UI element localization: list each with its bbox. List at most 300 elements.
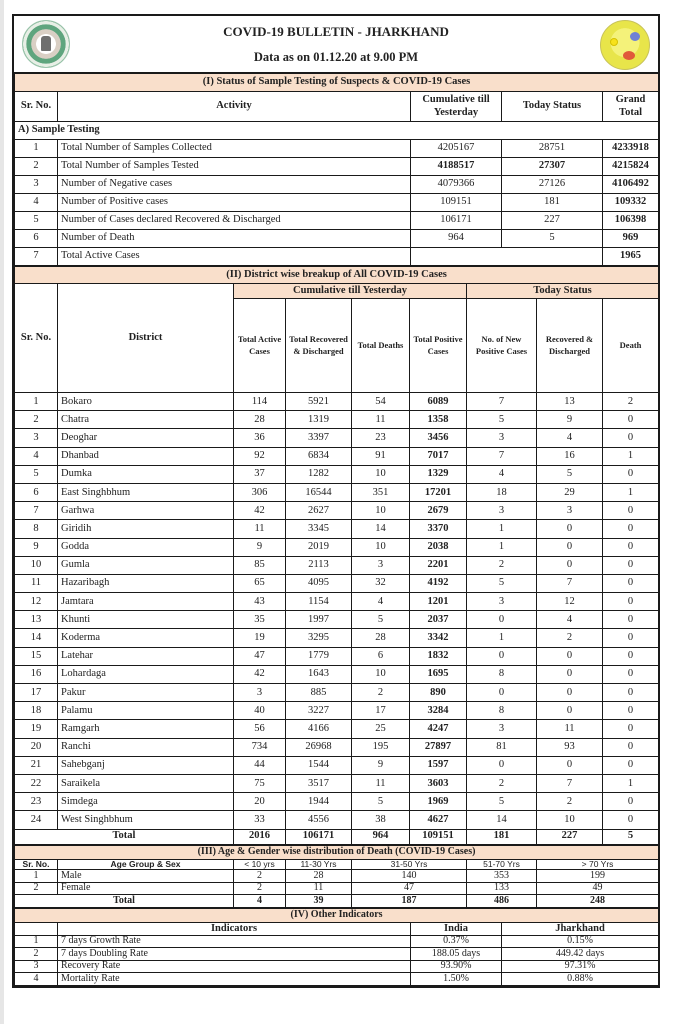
today-recovered: 4 xyxy=(537,429,603,447)
today-death: 0 xyxy=(603,720,659,738)
sr-no: 4 xyxy=(15,194,58,212)
sr-no: 7 xyxy=(15,248,58,266)
total-active: 2016 xyxy=(234,829,286,844)
sr-no: 21 xyxy=(15,756,58,774)
activity: Total Number of Samples Collected xyxy=(58,140,411,158)
district-row xyxy=(15,593,659,611)
total-deaths: 25 xyxy=(352,720,410,738)
section-2-band: (II) District wise breakup of All COVID-19 Cases xyxy=(15,267,659,284)
today-value: 28751 xyxy=(502,140,603,158)
sr-no: 2 xyxy=(15,158,58,176)
district-name: Saraikela xyxy=(58,774,234,792)
sr-no: 6 xyxy=(15,483,58,501)
total-active: 56 xyxy=(234,720,286,738)
today-recovered: 11 xyxy=(537,720,603,738)
india-value: 1.50% xyxy=(411,973,502,986)
today-recovered: 0 xyxy=(537,556,603,574)
today-death: 2 xyxy=(603,393,659,411)
today-recovered: 29 xyxy=(537,483,603,501)
district-name: Lohardaga xyxy=(58,665,234,683)
indicator-name: Mortality Rate xyxy=(58,973,411,986)
today-recovered: 7 xyxy=(537,774,603,792)
grand-total-value: 969 xyxy=(603,230,659,248)
col-cumulative: Cumulative till Yesterday xyxy=(411,92,502,122)
over-70: 49 xyxy=(537,882,659,895)
district-row xyxy=(15,411,659,429)
activity: Total Number of Samples Tested xyxy=(58,158,411,176)
total-deaths: 32 xyxy=(352,574,410,592)
total-active: 47 xyxy=(234,647,286,665)
activity: Number of Positive cases xyxy=(58,194,411,212)
col-total-recovered: Total Recovered & Discharged xyxy=(286,299,352,393)
age-gender-row xyxy=(15,870,659,883)
total-deaths: 54 xyxy=(352,393,410,411)
today-recovered: 5 xyxy=(537,465,603,483)
district-name: Dhanbad xyxy=(58,447,234,465)
total-deaths: 6 xyxy=(352,647,410,665)
today-death: 1 xyxy=(603,447,659,465)
district-name: Latehar xyxy=(58,647,234,665)
district-row xyxy=(15,429,659,447)
col-under-10: < 10 yrs xyxy=(234,859,286,870)
new-positive: 81 xyxy=(467,738,537,756)
group-label: A) Sample Testing xyxy=(15,122,659,140)
india-value: 93.90% xyxy=(411,960,502,973)
grand-total-value: 4106492 xyxy=(603,176,659,194)
cumulative-value: 4188517 xyxy=(411,158,502,176)
total-under-10: 4 xyxy=(234,895,286,908)
total-recovered: 4166 xyxy=(286,720,352,738)
sr-no: 14 xyxy=(15,629,58,647)
new-positive: 0 xyxy=(467,611,537,629)
today-recovered: 0 xyxy=(537,684,603,702)
total-deaths: 5 xyxy=(352,793,410,811)
sr-no: 16 xyxy=(15,665,58,683)
district-row xyxy=(15,665,659,683)
col-age-group-sex: Age Group & Sex xyxy=(58,859,234,870)
total-deaths: 38 xyxy=(352,811,410,829)
today-recovered: 0 xyxy=(537,756,603,774)
total-deaths: 10 xyxy=(352,502,410,520)
col-activity: Activity xyxy=(58,92,411,122)
total-positive: 3603 xyxy=(410,774,467,792)
testing-row xyxy=(15,140,659,158)
new-positive: 7 xyxy=(467,447,537,465)
sr-no: 7 xyxy=(15,502,58,520)
total-recovered: 885 xyxy=(286,684,352,702)
today-death: 0 xyxy=(603,665,659,683)
total-active: 20 xyxy=(234,793,286,811)
today-death: 0 xyxy=(603,738,659,756)
group-cumulative: Cumulative till Yesterday xyxy=(234,284,467,299)
new-positive: 5 xyxy=(467,411,537,429)
new-positive: 0 xyxy=(467,684,537,702)
today-death: 0 xyxy=(603,684,659,702)
today-recovered: 0 xyxy=(537,665,603,683)
today-recovered: 9 xyxy=(537,411,603,429)
district-name: West Singhbhum xyxy=(58,811,234,829)
sr-no: 12 xyxy=(15,593,58,611)
sr-no: 15 xyxy=(15,647,58,665)
col-indicators: Indicators xyxy=(58,922,411,935)
total-positive: 6089 xyxy=(410,393,467,411)
sr-no: 1 xyxy=(15,935,58,948)
section-3-band: (III) Age & Gender wise distribution of Death (COVID-19 Cases) xyxy=(15,845,659,859)
testing-row xyxy=(15,248,659,266)
today-death: 0 xyxy=(603,520,659,538)
district-row xyxy=(15,811,659,829)
total-deaths: 9 xyxy=(352,756,410,774)
today-death: 0 xyxy=(603,502,659,520)
district-name: Godda xyxy=(58,538,234,556)
district-row xyxy=(15,574,659,592)
total-positive: 1329 xyxy=(410,465,467,483)
sr-no: 6 xyxy=(15,230,58,248)
today-death: 0 xyxy=(603,538,659,556)
sex: Male xyxy=(58,870,234,883)
today-recovered: 3 xyxy=(537,502,603,520)
grand-total-value: 1965 xyxy=(603,248,659,266)
total-active: 114 xyxy=(234,393,286,411)
sex: Female xyxy=(58,882,234,895)
district-name: Palamu xyxy=(58,702,234,720)
total-active: 43 xyxy=(234,593,286,611)
grand-total-value: 106398 xyxy=(603,212,659,230)
section-4-band: (IV) Other Indicators xyxy=(15,908,659,922)
district-name: Bokaro xyxy=(58,393,234,411)
sr-no: 10 xyxy=(15,556,58,574)
cumulative-empty xyxy=(411,248,603,266)
district-name: Sahebganj xyxy=(58,756,234,774)
district-row xyxy=(15,611,659,629)
total-deaths: 2 xyxy=(352,684,410,702)
total-active: 42 xyxy=(234,502,286,520)
total-active: 3 xyxy=(234,684,286,702)
testing-row xyxy=(15,176,659,194)
over-70: 199 xyxy=(537,870,659,883)
under-10: 2 xyxy=(234,870,286,883)
new-positive: 7 xyxy=(467,393,537,411)
total-recovered: 2019 xyxy=(286,538,352,556)
district-row xyxy=(15,556,659,574)
grand-total-value: 4233918 xyxy=(603,140,659,158)
indicator-name: 7 days Doubling Rate xyxy=(58,948,411,961)
total-deaths: 4 xyxy=(352,593,410,611)
sr-no: 17 xyxy=(15,684,58,702)
total-positive: 1969 xyxy=(410,793,467,811)
today-death: 0 xyxy=(603,556,659,574)
today-recovered: 16 xyxy=(537,447,603,465)
col-total-deaths: Total Deaths xyxy=(352,299,410,393)
sr-no: 2 xyxy=(15,882,58,895)
district-table xyxy=(14,266,659,845)
group-today: Today Status xyxy=(467,284,659,299)
total-deaths: 10 xyxy=(352,465,410,483)
total-positive: 3456 xyxy=(410,429,467,447)
new-positive: 0 xyxy=(467,647,537,665)
sr-no: 1 xyxy=(15,870,58,883)
total-recovered: 4095 xyxy=(286,574,352,592)
health-dept-logo-icon xyxy=(600,20,650,70)
sr-no: 5 xyxy=(15,212,58,230)
age-11-30: 28 xyxy=(286,870,352,883)
bulletin-header xyxy=(14,16,658,73)
today-death: 0 xyxy=(603,429,659,447)
testing-row xyxy=(15,158,659,176)
total-active: 734 xyxy=(234,738,286,756)
sr-no: 1 xyxy=(15,393,58,411)
today-value: 227 xyxy=(502,212,603,230)
total-recovered: 1282 xyxy=(286,465,352,483)
total-recovered: 3295 xyxy=(286,629,352,647)
cumulative-value: 964 xyxy=(411,230,502,248)
total-recovered: 6834 xyxy=(286,447,352,465)
bulletin-title: COVID-19 BULLETIN - JHARKHAND xyxy=(223,24,449,39)
today-value: 27126 xyxy=(502,176,603,194)
other-indicators-table xyxy=(14,908,659,986)
total-positive: 4247 xyxy=(410,720,467,738)
total-positive: 1832 xyxy=(410,647,467,665)
col-district: District xyxy=(58,284,234,393)
total-positive: 109151 xyxy=(410,829,467,844)
total-recovered: 106171 xyxy=(286,829,352,844)
today-death: 0 xyxy=(603,756,659,774)
total-positive: 3370 xyxy=(410,520,467,538)
indicator-row xyxy=(15,935,659,948)
total-active: 37 xyxy=(234,465,286,483)
indicator-name: 7 days Growth Rate xyxy=(58,935,411,948)
total-active: 9 xyxy=(234,538,286,556)
total-recovered: 2113 xyxy=(286,556,352,574)
district-name: East Singhbhum xyxy=(58,483,234,501)
new-positive: 5 xyxy=(467,793,537,811)
today-death: 0 xyxy=(603,702,659,720)
cumulative-value: 4205167 xyxy=(411,140,502,158)
total-active: 44 xyxy=(234,756,286,774)
col-today: Today Status xyxy=(502,92,603,122)
cumulative-value: 109151 xyxy=(411,194,502,212)
col-sr-no: Sr. No. xyxy=(15,859,58,870)
today-death: 0 xyxy=(603,647,659,665)
total-positive: 1358 xyxy=(410,411,467,429)
new-positive: 8 xyxy=(467,665,537,683)
total-positive: 1695 xyxy=(410,665,467,683)
total-positive: 27897 xyxy=(410,738,467,756)
age-31-50: 140 xyxy=(352,870,467,883)
sr-no: 9 xyxy=(15,538,58,556)
total-positive: 4192 xyxy=(410,574,467,592)
cumulative-value: 106171 xyxy=(411,212,502,230)
total-active: 75 xyxy=(234,774,286,792)
total-new-positive: 181 xyxy=(467,829,537,844)
indicator-row xyxy=(15,948,659,961)
today-recovered: 0 xyxy=(537,647,603,665)
today-value: 5 xyxy=(502,230,603,248)
district-name: Jamtara xyxy=(58,593,234,611)
testing-row xyxy=(15,212,659,230)
activity: Number of Death xyxy=(58,230,411,248)
grand-total-value: 109332 xyxy=(603,194,659,212)
today-death: 0 xyxy=(603,574,659,592)
total-positive: 1597 xyxy=(410,756,467,774)
district-name: Deoghar xyxy=(58,429,234,447)
total-recovered: 1643 xyxy=(286,665,352,683)
sr-no: 23 xyxy=(15,793,58,811)
total-deaths: 195 xyxy=(352,738,410,756)
sr-no: 24 xyxy=(15,811,58,829)
today-recovered: 12 xyxy=(537,593,603,611)
today-recovered: 2 xyxy=(537,793,603,811)
col-today-death: Death xyxy=(603,299,659,393)
age-51-70: 133 xyxy=(467,882,537,895)
today-recovered: 0 xyxy=(537,702,603,720)
district-row xyxy=(15,538,659,556)
district-row xyxy=(15,738,659,756)
jharkhand-value: 0.88% xyxy=(502,973,659,986)
age-31-50: 47 xyxy=(352,882,467,895)
today-death: 1 xyxy=(603,774,659,792)
india-value: 0.37% xyxy=(411,935,502,948)
district-name: Giridih xyxy=(58,520,234,538)
sample-testing-table xyxy=(14,73,659,266)
age-total-row xyxy=(15,895,659,908)
col-sr-no xyxy=(15,922,58,935)
new-positive: 1 xyxy=(467,520,537,538)
district-row xyxy=(15,502,659,520)
col-31-50: 31-50 Yrs xyxy=(352,859,467,870)
district-name: Hazaribagh xyxy=(58,574,234,592)
total-deaths: 14 xyxy=(352,520,410,538)
col-sr-no: Sr. No. xyxy=(15,92,58,122)
total-positive: 890 xyxy=(410,684,467,702)
today-recovered: 7 xyxy=(537,574,603,592)
sr-no: 20 xyxy=(15,738,58,756)
total-deaths: 23 xyxy=(352,429,410,447)
new-positive: 5 xyxy=(467,574,537,592)
new-positive: 14 xyxy=(467,811,537,829)
col-today-recovered: Recovered & Discharged xyxy=(537,299,603,393)
total-recovered: 16544 xyxy=(286,483,352,501)
total-recovered: 2627 xyxy=(286,502,352,520)
total-positive: 2679 xyxy=(410,502,467,520)
under-10: 2 xyxy=(234,882,286,895)
total-recovered: 1997 xyxy=(286,611,352,629)
sr-no: 3 xyxy=(15,176,58,194)
new-positive: 3 xyxy=(467,502,537,520)
cumulative-value: 4079366 xyxy=(411,176,502,194)
total-active: 35 xyxy=(234,611,286,629)
testing-row xyxy=(15,230,659,248)
today-recovered: 4 xyxy=(537,611,603,629)
col-sr-no: Sr. No. xyxy=(15,284,58,393)
total-positive: 2201 xyxy=(410,556,467,574)
district-row xyxy=(15,465,659,483)
total-deaths: 351 xyxy=(352,483,410,501)
sr-no: 3 xyxy=(15,960,58,973)
today-death: 0 xyxy=(603,611,659,629)
new-positive: 3 xyxy=(467,720,537,738)
new-positive: 8 xyxy=(467,702,537,720)
sr-no: 4 xyxy=(15,447,58,465)
district-row xyxy=(15,756,659,774)
total-recovered: 1544 xyxy=(286,756,352,774)
district-name: Dumka xyxy=(58,465,234,483)
age-11-30: 11 xyxy=(286,882,352,895)
today-death: 0 xyxy=(603,811,659,829)
today-death: 1 xyxy=(603,483,659,501)
total-deaths: 3 xyxy=(352,556,410,574)
india-value: 188.05 days xyxy=(411,948,502,961)
total-positive: 3284 xyxy=(410,702,467,720)
total-today-death: 5 xyxy=(603,829,659,844)
col-total-active: Total Active Cases xyxy=(234,299,286,393)
total-recovered: 1944 xyxy=(286,793,352,811)
grand-total-value: 4215824 xyxy=(603,158,659,176)
today-recovered: 0 xyxy=(537,538,603,556)
district-name: Gumla xyxy=(58,556,234,574)
activity: Number of Negative cases xyxy=(58,176,411,194)
district-row xyxy=(15,447,659,465)
total-over-70: 248 xyxy=(537,895,659,908)
total-deaths: 10 xyxy=(352,665,410,683)
total-active: 42 xyxy=(234,665,286,683)
jharkhand-value: 97.31% xyxy=(502,960,659,973)
col-new-positive: No. of New Positive Cases xyxy=(467,299,537,393)
total-active: 40 xyxy=(234,702,286,720)
jharkhand-value: 0.15% xyxy=(502,935,659,948)
today-recovered: 0 xyxy=(537,520,603,538)
total-positive: 17201 xyxy=(410,483,467,501)
today-value: 181 xyxy=(502,194,603,212)
new-positive: 18 xyxy=(467,483,537,501)
district-name: Simdega xyxy=(58,793,234,811)
col-over-70: > 70 Yrs xyxy=(537,859,659,870)
activity: Number of Cases declared Recovered & Discharged xyxy=(58,212,411,230)
total-positive: 2038 xyxy=(410,538,467,556)
total-recovered: 1154 xyxy=(286,593,352,611)
total-deaths: 91 xyxy=(352,447,410,465)
district-total-row xyxy=(15,829,659,844)
total-recovered: 5921 xyxy=(286,393,352,411)
total-deaths: 5 xyxy=(352,611,410,629)
total-deaths: 28 xyxy=(352,629,410,647)
total-positive: 3342 xyxy=(410,629,467,647)
jharkhand-value: 449.42 days xyxy=(502,948,659,961)
today-recovered: 93 xyxy=(537,738,603,756)
age-51-70: 353 xyxy=(467,870,537,883)
total-active: 306 xyxy=(234,483,286,501)
district-name: Khunti xyxy=(58,611,234,629)
district-name: Pakur xyxy=(58,684,234,702)
total-deaths: 964 xyxy=(352,829,410,844)
district-row xyxy=(15,684,659,702)
activity: Total Active Cases xyxy=(58,248,411,266)
total-deaths: 11 xyxy=(352,411,410,429)
district-row xyxy=(15,702,659,720)
age-gender-row xyxy=(15,882,659,895)
new-positive: 4 xyxy=(467,465,537,483)
today-recovered: 2 xyxy=(537,629,603,647)
total-recovered: 3227 xyxy=(286,702,352,720)
total-recovered: 1779 xyxy=(286,647,352,665)
new-positive: 2 xyxy=(467,556,537,574)
total-today-recovered: 227 xyxy=(537,829,603,844)
age-gender-death-table xyxy=(14,845,659,908)
total-recovered: 3397 xyxy=(286,429,352,447)
total-active: 33 xyxy=(234,811,286,829)
total-recovered: 1319 xyxy=(286,411,352,429)
total-label: Total xyxy=(15,829,234,844)
